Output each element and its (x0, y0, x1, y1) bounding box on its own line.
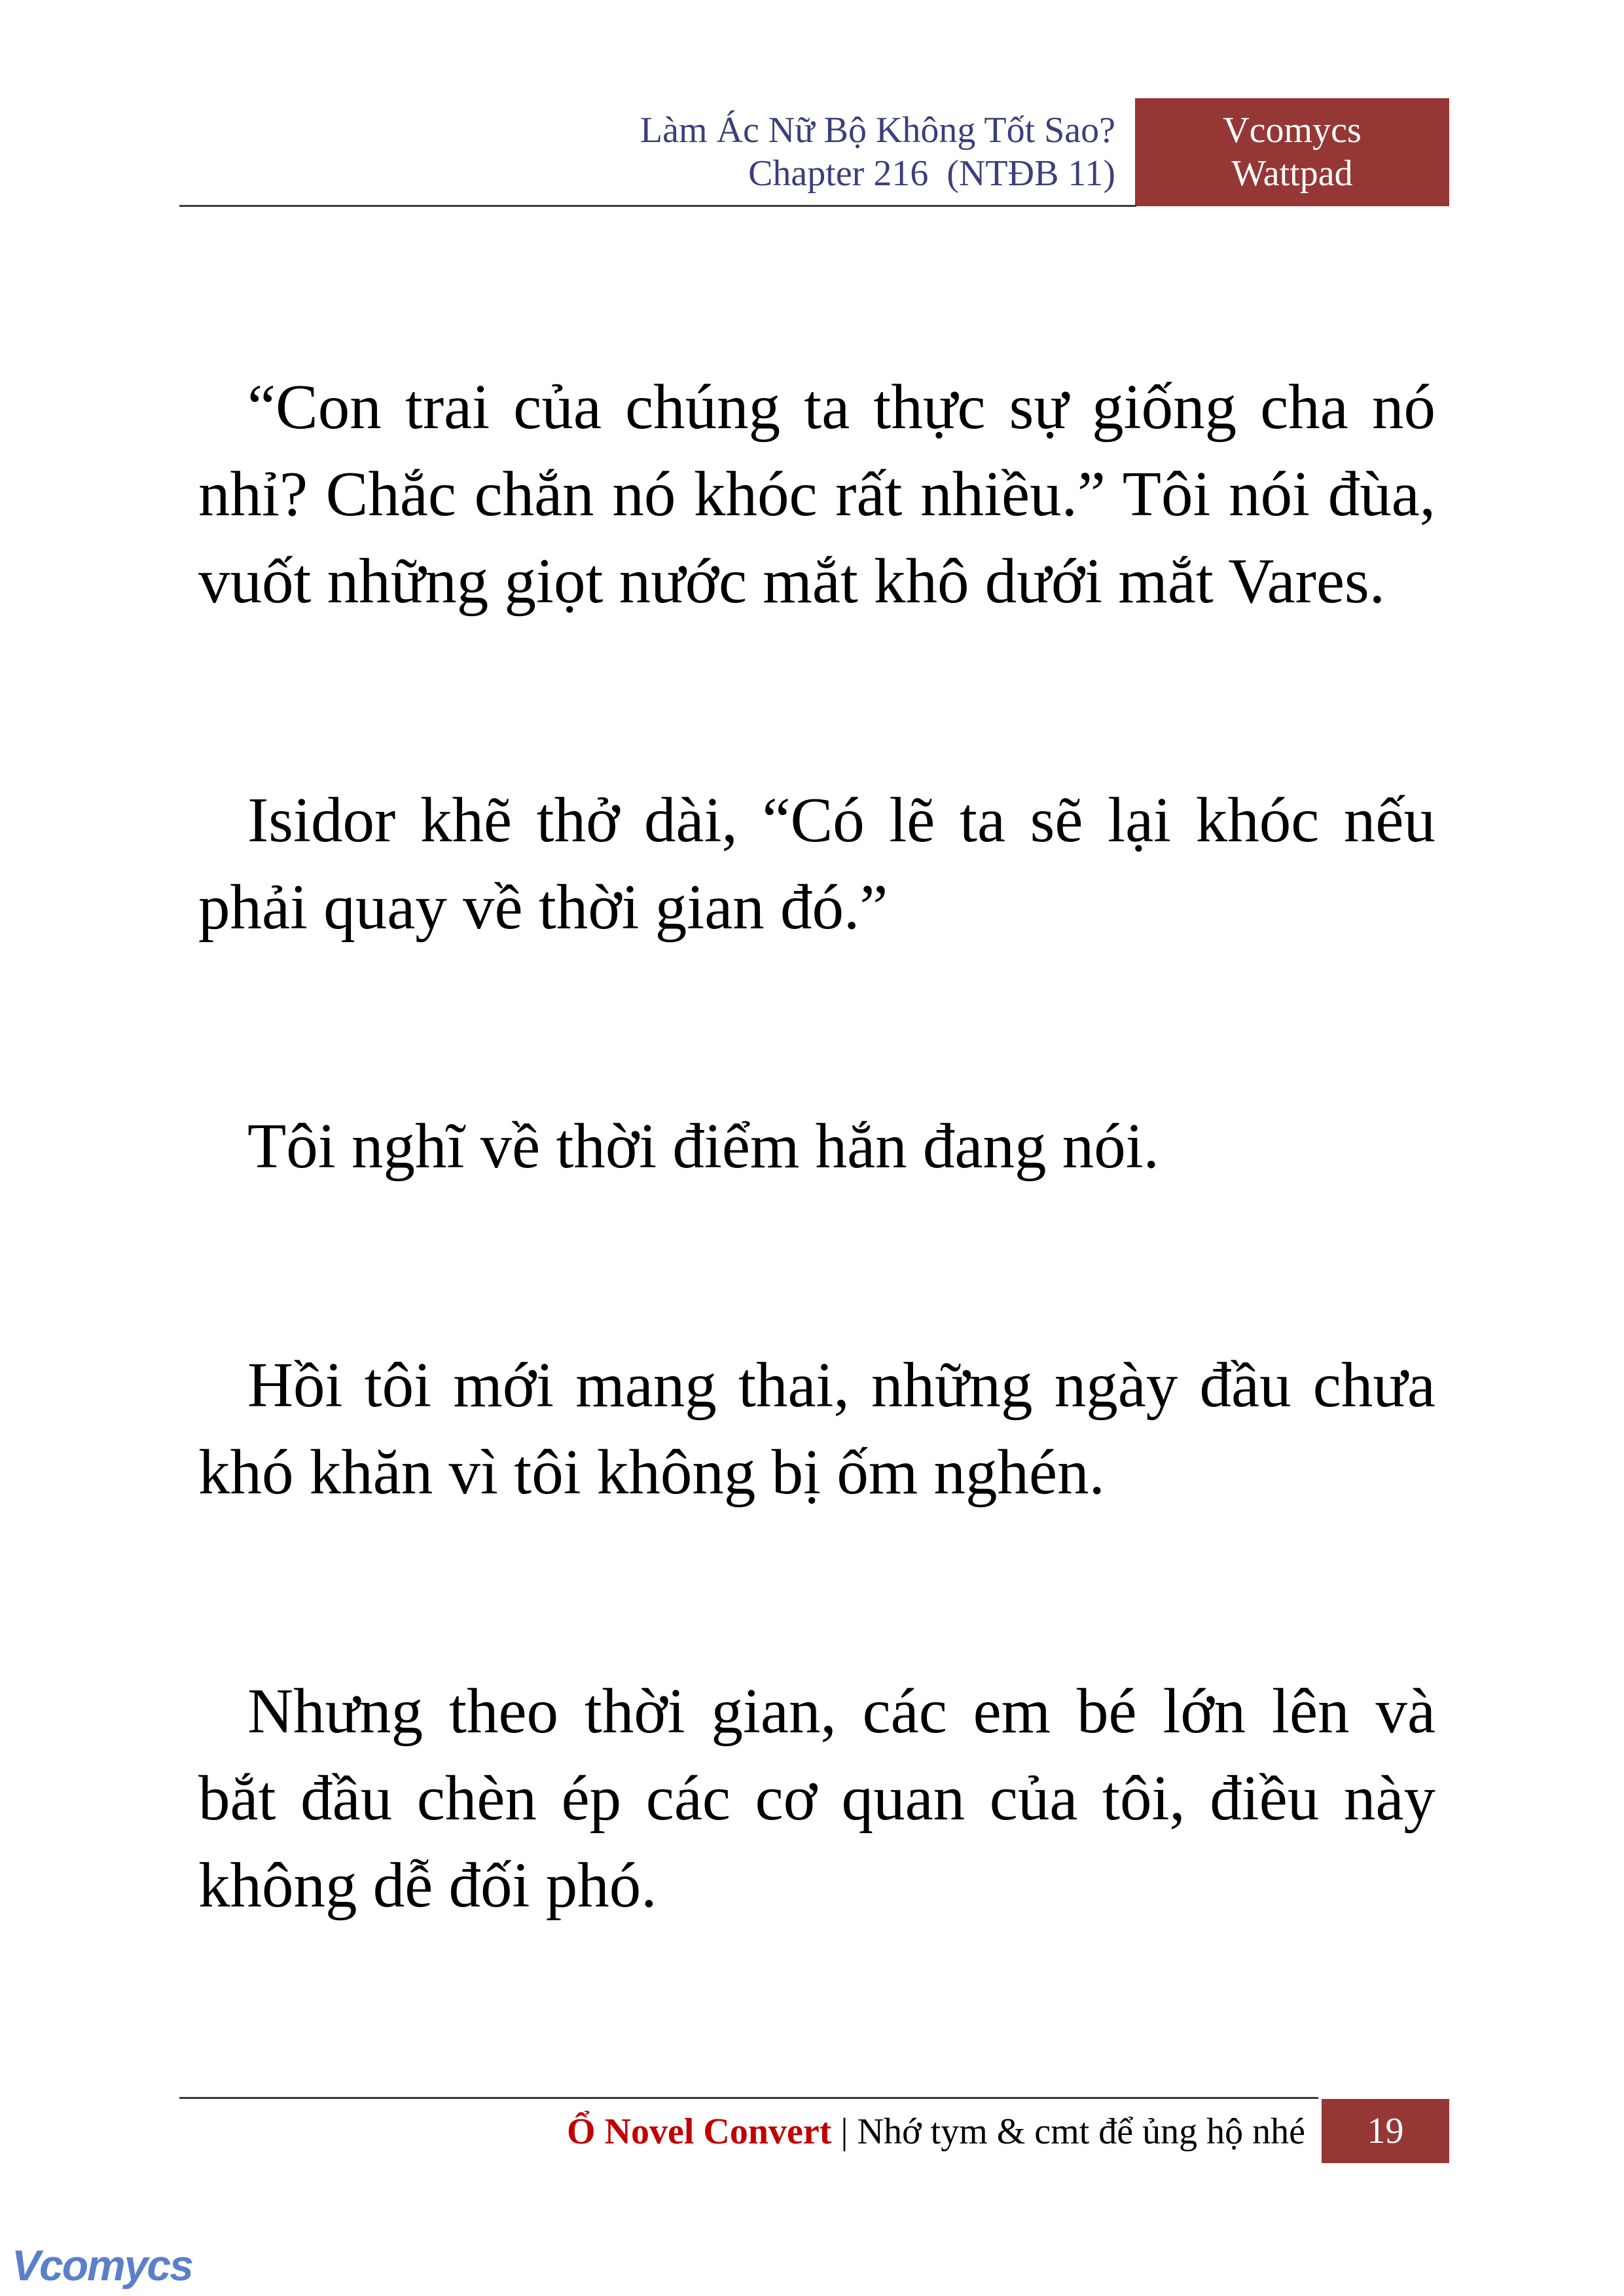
header-credit-box (1135, 98, 1449, 206)
page-number: 19 (1322, 2099, 1449, 2163)
paragraph: Isidor khẽ thở dài, “Có lẽ ta sẽ lại khóc nếu phải quay về thời gian đó.” (198, 785, 1435, 942)
header-titles (179, 98, 1115, 206)
page-header (179, 98, 1449, 206)
paragraph: “Con trai của chúng ta thực sự giống cha nó nhỉ? Chắc chắn nó khóc rất nhiều.” Tôi nói đùa, vuốt những giọt nước mắt khô dưới mắt Vares. (198, 372, 1435, 616)
footer-separator: | (840, 2111, 857, 2152)
page-footer (179, 2099, 1305, 2164)
paragraph: Nhưng theo thời gian, các em bé lớn lên và bắt đầu chèn ép các cơ quan của tôi, điều này không dễ đối phó. (198, 1676, 1435, 1920)
book-title: Làm Ác Nữ Bộ Không Tốt Sao? (640, 110, 1115, 151)
chapter-title: Chapter 216 (NTĐB 11) (748, 153, 1115, 194)
header-divider (179, 205, 1136, 207)
chapter-body (198, 363, 1435, 1929)
platform-name: Wattpad (1231, 153, 1353, 194)
paragraph: Tôi nghĩ về thời điểm hắn đang nói. (247, 1111, 1159, 1181)
footer-brand: Ổ Novel Convert (567, 2111, 832, 2152)
watermark-logo: Vcomycs (12, 2241, 192, 2289)
translator-name: Vcomycs (1223, 110, 1362, 151)
footer-note: Nhớ tym & cmt để ủng hộ nhé (857, 2111, 1305, 2152)
paragraph: Hồi tôi mới mang thai, những ngày đầu chưa khó khăn vì tôi không bị ốm nghén. (198, 1350, 1435, 1507)
